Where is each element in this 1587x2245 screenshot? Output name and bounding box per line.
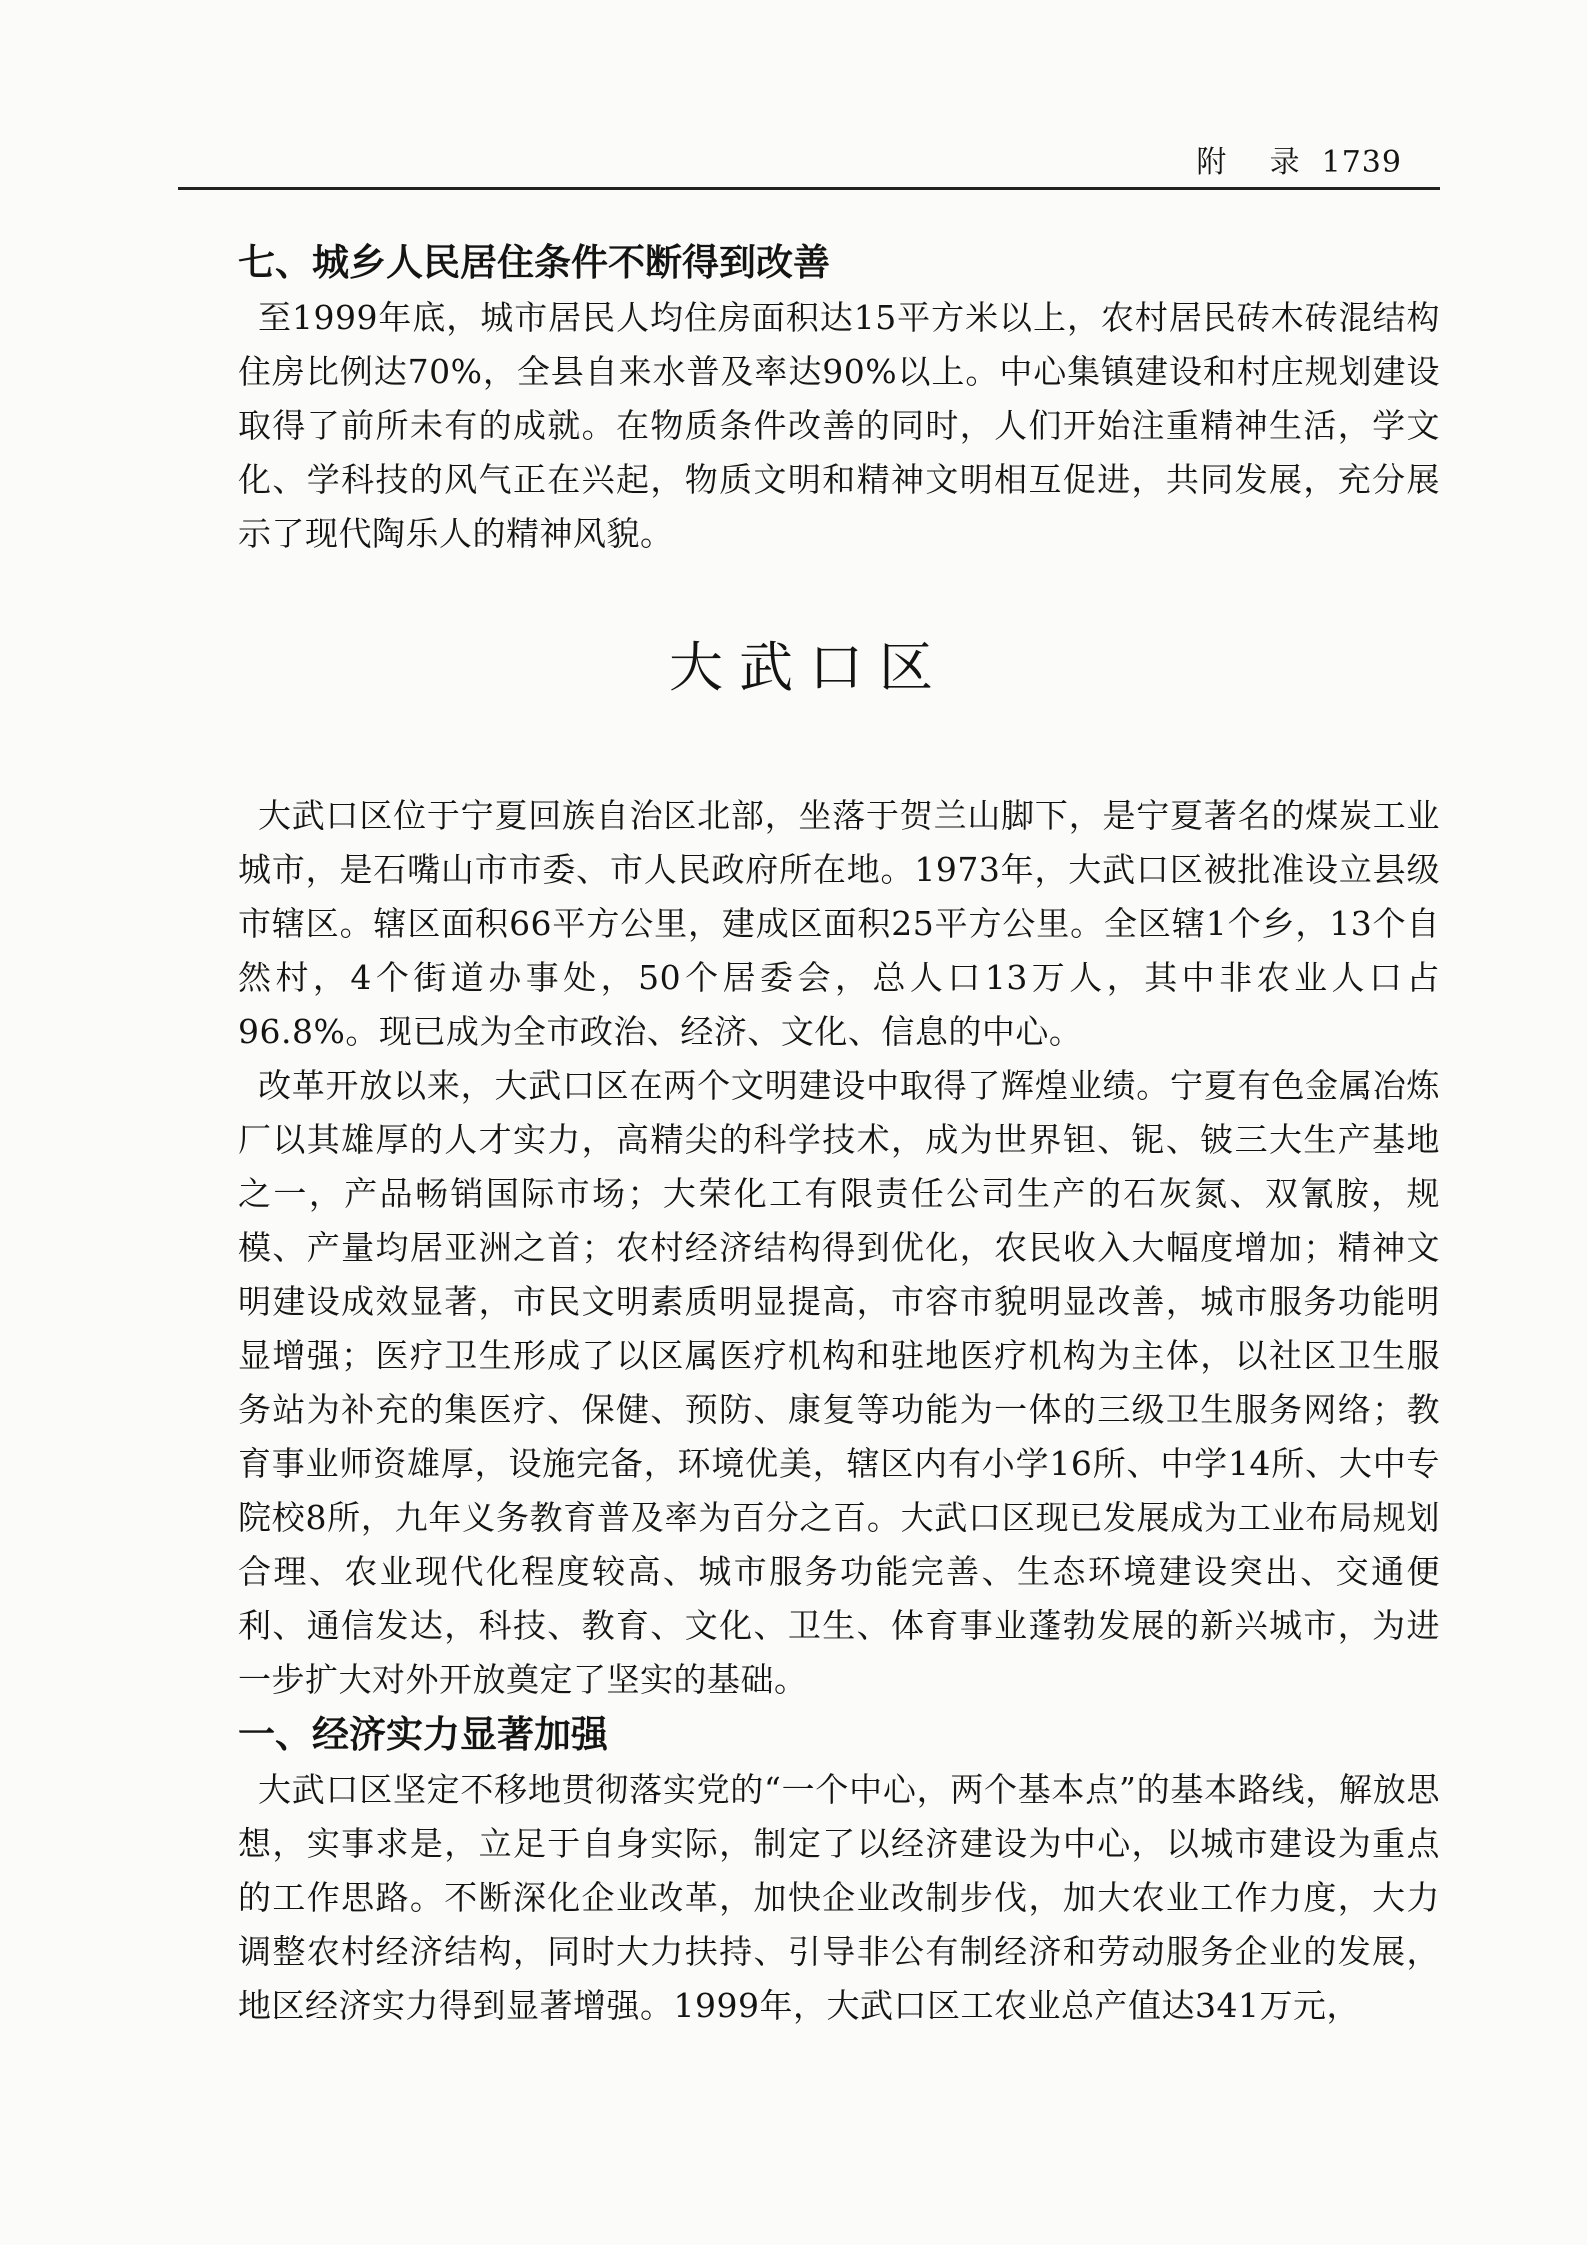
chapter-title: 大武口区 (669, 636, 949, 699)
paragraph-district-intro: 大武口区位于宁夏回族自治区北部，坐落于贺兰山脚下，是宁夏著名的煤炭工业城市，是石嘴山市市委、市人民政府所在地。1973年，大武口区被批准设立县级市辖区。辖区面积66平方公里，建成区面积25平方公里。全区辖1个乡，13个自然村，4个街道办事处，50个居委会，总人口13万人，其中非农业人口占96.8%。现已成为全市政治、经济、文化、信息的中心。 (238, 796, 1440, 1051)
section-heading-housing: 七、城乡人民居住条件不断得到改善 (238, 241, 830, 284)
page-body (238, 235, 1440, 2033)
running-header-text: 附 录 1739 (1196, 145, 1402, 180)
running-header (178, 135, 1440, 190)
section-heading-economy: 一、经济实力显著加强 (238, 1713, 608, 1756)
paragraph-housing: 至1999年底，城市居民人均住房面积达15平方米以上，农村居民砖木砖混结构住房比例达70%，全县自来水普及率达90%以上。中心集镇建设和村庄规划建设取得了前所未有的成就。在物质条件改善的同时，人们开始注重精神生活，学文化、学科技的风气正在兴起，物质文明和精神文明相互促进，共同发展，充分展示了现代陶乐人的精神风貌。 (238, 298, 1440, 553)
paragraph-reform-achievements: 改革开放以来，大武口区在两个文明建设中取得了辉煌业绩。宁夏有色金属冶炼厂以其雄厚的人才实力，高精尖的科学技术，成为世界钽、铌、铍三大生产基地之一，产品畅销国际市场；大荣化工有限责任公司生产的石灰氮、双氰胺，规模、产量均居亚洲之首；农村经济结构得到优化，农民收入大幅度增加；精神文明建设成效显著，市民文明素质明显提高，市容市貌明显改善，城市服务功能明显增强；医疗卫生形成了以区属医疗机构和驻地医疗机构为主体，以社区卫生服务站为补充的集医疗、保健、预防、康复等功能为一体的三级卫生服务网络；教育事业师资雄厚，设施完备，环境优美，辖区内有小学16所、中学14所、大中专院校8所，九年义务教育普及率为百分之百。大武口区现已发展成为工业布局规划合理、农业现代化程度较高、城市服务功能完善、生态环境建设突出、交通便利、通信发达，科技、教育、文化、卫生、体育事业蓬勃发展的新兴城市，为进一步扩大对外开放奠定了坚实的基础。 (238, 1066, 1440, 1699)
paragraph-economy: 大武口区坚定不移地贯彻落实党的“一个中心，两个基本点”的基本路线，解放思想，实事求是，立足于自身实际，制定了以经济建设为中心，以城市建设为重点的工作思路。不断深化企业改革，加快企业改制步伐，加大农业工作力度，大力调整农村经济结构，同时大力扶持、引导非公有制经济和劳动服务企业的发展，地区经济实力得到显著增强。1999年，大武口区工农业总产值达341万元， (238, 1770, 1440, 2025)
